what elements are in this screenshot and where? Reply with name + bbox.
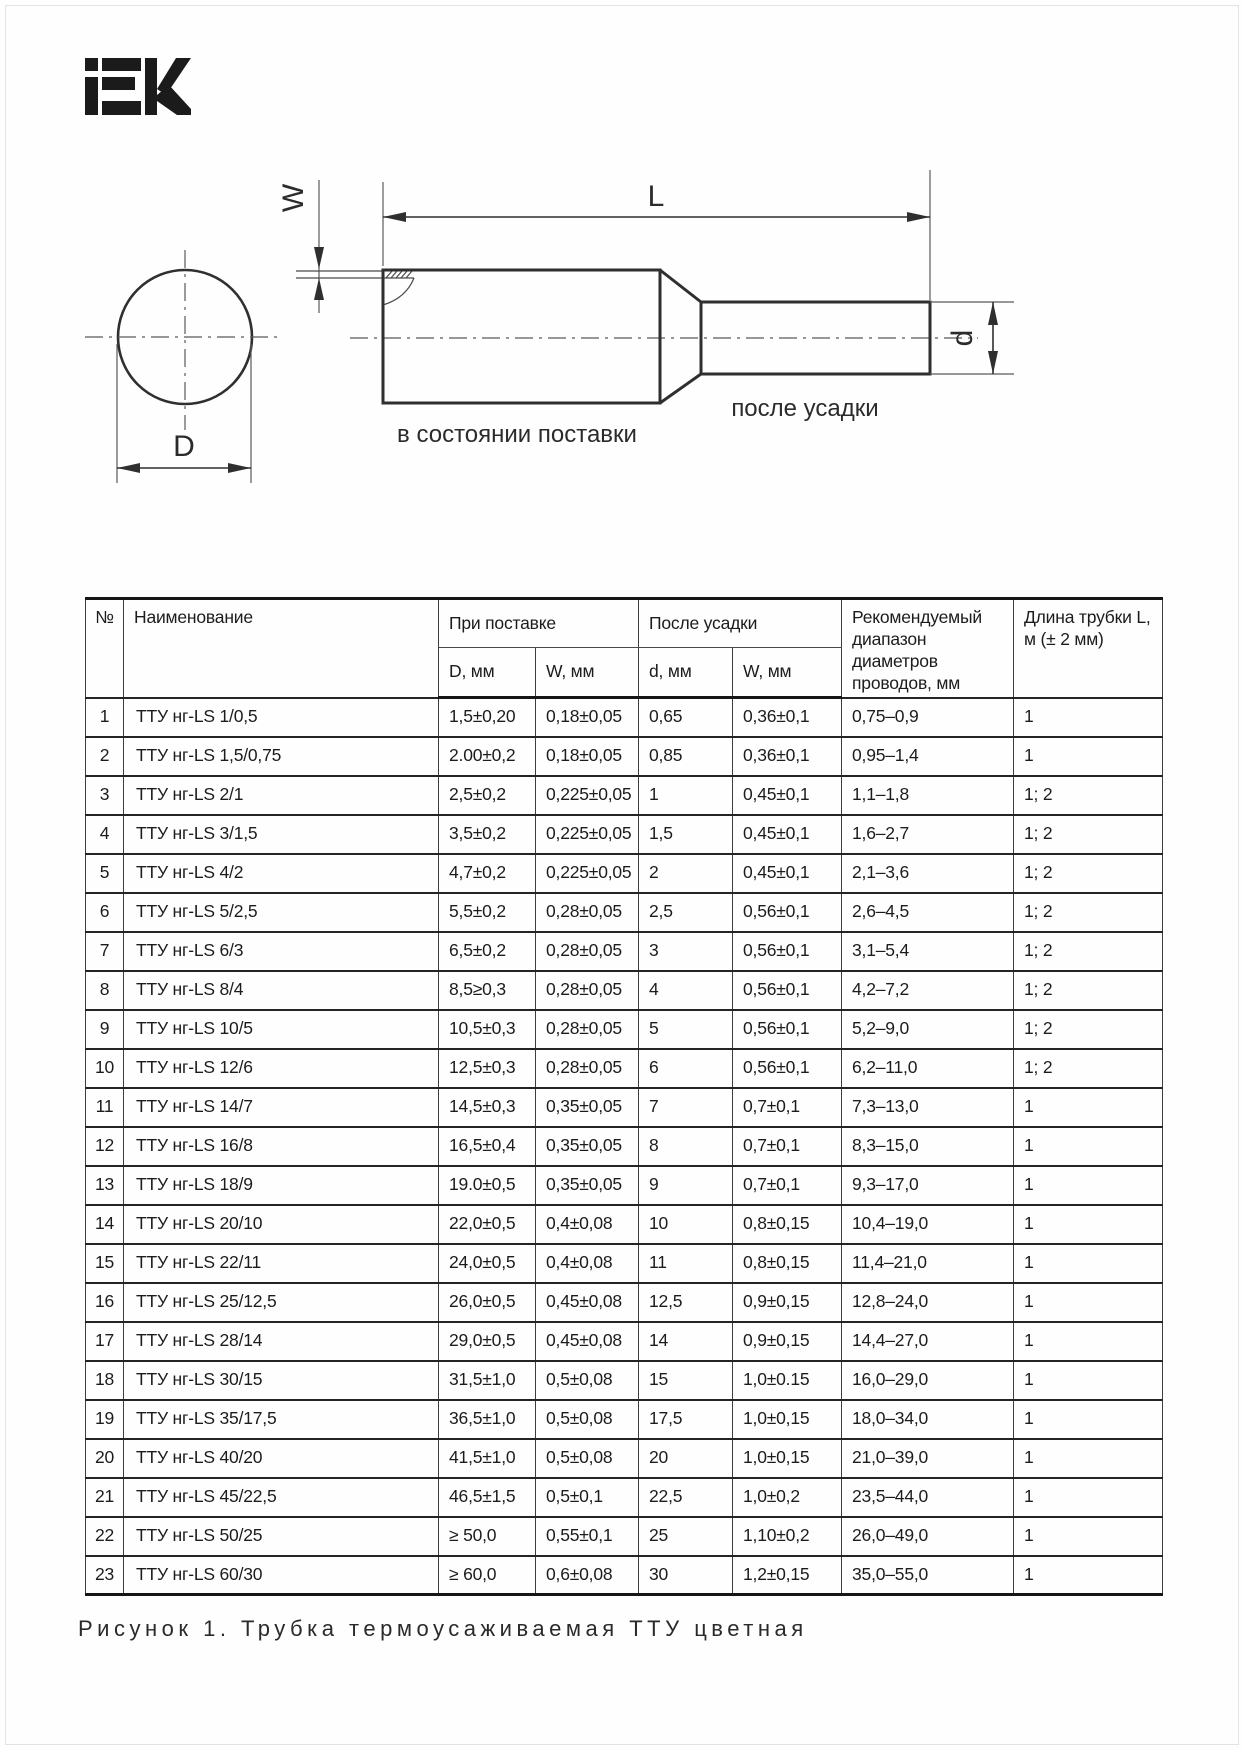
table-row bbox=[86, 1049, 1163, 1088]
table-row bbox=[86, 1556, 1163, 1595]
cell-d-supply: 5,5±0,2 bbox=[439, 893, 536, 932]
cell-name: ТТУ нг-LS 5/2,5 bbox=[124, 893, 439, 932]
cell-range: 26,0–49,0 bbox=[842, 1517, 1014, 1556]
cell-d-shrink: 4 bbox=[639, 971, 733, 1010]
cell-range: 4,2–7,2 bbox=[842, 971, 1014, 1010]
cell-d-supply: 2.00±0,2 bbox=[439, 737, 536, 776]
cell-w-supply: 0,35±0,05 bbox=[536, 1088, 639, 1127]
cell-d-shrink: 5 bbox=[639, 1010, 733, 1049]
cell-w-supply: 0,5±0,08 bbox=[536, 1400, 639, 1439]
cell-w-supply: 0,28±0,05 bbox=[536, 1049, 639, 1088]
technical-drawing bbox=[0, 0, 1244, 540]
cell-name: ТТУ нг-LS 12/6 bbox=[124, 1049, 439, 1088]
cell-number: 11 bbox=[86, 1088, 124, 1127]
cell-range: 8,3–15,0 bbox=[842, 1127, 1014, 1166]
cell-d-supply: 3,5±0,2 bbox=[439, 815, 536, 854]
cell-d-shrink: 2,5 bbox=[639, 893, 733, 932]
cell-length: 1 bbox=[1014, 1556, 1163, 1595]
cell-w-shrink: 0,8±0,15 bbox=[733, 1244, 842, 1283]
cell-name: ТТУ нг-LS 20/10 bbox=[124, 1205, 439, 1244]
cell-w-shrink: 0,7±0,1 bbox=[733, 1127, 842, 1166]
cell-number: 3 bbox=[86, 776, 124, 815]
cell-range: 11,4–21,0 bbox=[842, 1244, 1014, 1283]
cell-w-supply: 0,28±0,05 bbox=[536, 971, 639, 1010]
cell-range: 18,0–34,0 bbox=[842, 1400, 1014, 1439]
cell-length: 1; 2 bbox=[1014, 1010, 1163, 1049]
table-row bbox=[86, 815, 1163, 854]
cell-length: 1 bbox=[1014, 1283, 1163, 1322]
wall-strip bbox=[296, 271, 414, 305]
cell-w-shrink: 0,36±0,1 bbox=[733, 698, 842, 737]
cell-d-supply: 6,5±0,2 bbox=[439, 932, 536, 971]
cell-w-supply: 0,45±0,08 bbox=[536, 1322, 639, 1361]
cell-length: 1; 2 bbox=[1014, 854, 1163, 893]
cell-d-supply: 36,5±1,0 bbox=[439, 1400, 536, 1439]
cell-w-shrink: 0,36±0,1 bbox=[733, 737, 842, 776]
cell-number: 7 bbox=[86, 932, 124, 971]
cell-d-supply: 29,0±0,5 bbox=[439, 1322, 536, 1361]
cell-range: 1,1–1,8 bbox=[842, 776, 1014, 815]
cell-number: 19 bbox=[86, 1400, 124, 1439]
table-row bbox=[86, 698, 1163, 737]
cell-range: 9,3–17,0 bbox=[842, 1166, 1014, 1205]
cell-length: 1; 2 bbox=[1014, 815, 1163, 854]
cell-length: 1 bbox=[1014, 1088, 1163, 1127]
cell-range: 2,6–4,5 bbox=[842, 893, 1014, 932]
cell-w-supply: 0,225±0,05 bbox=[536, 854, 639, 893]
table-row bbox=[86, 932, 1163, 971]
cell-number: 18 bbox=[86, 1361, 124, 1400]
cell-range: 2,1–3,6 bbox=[842, 854, 1014, 893]
dim-label-d: d bbox=[946, 329, 979, 347]
cell-w-shrink: 1,2±0,15 bbox=[733, 1556, 842, 1595]
cell-w-shrink: 0,56±0,1 bbox=[733, 1049, 842, 1088]
cell-d-supply: 26,0±0,5 bbox=[439, 1283, 536, 1322]
cell-d-shrink: 12,5 bbox=[639, 1283, 733, 1322]
table-row bbox=[86, 1439, 1163, 1478]
cell-d-supply: 22,0±0,5 bbox=[439, 1205, 536, 1244]
cell-w-supply: 0,4±0,08 bbox=[536, 1205, 639, 1244]
cell-w-shrink: 0,7±0,1 bbox=[733, 1088, 842, 1127]
cell-length: 1; 2 bbox=[1014, 932, 1163, 971]
cell-w-shrink: 1,0±0,2 bbox=[733, 1478, 842, 1517]
cell-length: 1; 2 bbox=[1014, 1049, 1163, 1088]
cell-w-shrink: 1,10±0,2 bbox=[733, 1517, 842, 1556]
cell-w-supply: 0,18±0,05 bbox=[536, 698, 639, 737]
cell-w-supply: 0,18±0,05 bbox=[536, 737, 639, 776]
cell-name: ТТУ нг-LS 28/14 bbox=[124, 1322, 439, 1361]
cell-name: ТТУ нг-LS 14/7 bbox=[124, 1088, 439, 1127]
cell-number: 12 bbox=[86, 1127, 124, 1166]
cell-range: 5,2–9,0 bbox=[842, 1010, 1014, 1049]
cell-w-shrink: 0,7±0,1 bbox=[733, 1166, 842, 1205]
table-row bbox=[86, 854, 1163, 893]
cell-range: 14,4–27,0 bbox=[842, 1322, 1014, 1361]
cell-name: ТТУ нг-LS 3/1,5 bbox=[124, 815, 439, 854]
cell-d-shrink: 10 bbox=[639, 1205, 733, 1244]
supply-state-label: в состоянии поставки bbox=[397, 421, 637, 448]
cell-name: ТТУ нг-LS 1,5/0,75 bbox=[124, 737, 439, 776]
cell-d-shrink: 6 bbox=[639, 1049, 733, 1088]
table-row bbox=[86, 971, 1163, 1010]
cell-w-supply: 0,28±0,05 bbox=[536, 893, 639, 932]
cell-d-supply: 19.0±0,5 bbox=[439, 1166, 536, 1205]
cell-number: 6 bbox=[86, 893, 124, 932]
cell-name: ТТУ нг-LS 22/11 bbox=[124, 1244, 439, 1283]
header-w-shrink: W, мм bbox=[733, 647, 842, 697]
cell-w-shrink: 1,0±0,15 bbox=[733, 1400, 842, 1439]
cell-range: 16,0–29,0 bbox=[842, 1361, 1014, 1400]
cell-name: ТТУ нг-LS 45/22,5 bbox=[124, 1478, 439, 1517]
cell-name: ТТУ нг-LS 18/9 bbox=[124, 1166, 439, 1205]
after-shrink-label: после усадки bbox=[731, 395, 879, 422]
cell-d-supply: 1,5±0,20 bbox=[439, 698, 536, 737]
cell-d-shrink: 2 bbox=[639, 854, 733, 893]
cell-d-shrink: 9 bbox=[639, 1166, 733, 1205]
cell-length: 1 bbox=[1014, 1400, 1163, 1439]
cell-w-supply: 0,225±0,05 bbox=[536, 815, 639, 854]
table-row bbox=[86, 1478, 1163, 1517]
cell-name: ТТУ нг-LS 50/25 bbox=[124, 1517, 439, 1556]
cell-range: 12,8–24,0 bbox=[842, 1283, 1014, 1322]
cell-d-supply: 4,7±0,2 bbox=[439, 854, 536, 893]
dim-label-L: L bbox=[647, 180, 665, 213]
cell-range: 23,5–44,0 bbox=[842, 1478, 1014, 1517]
table-row bbox=[86, 1361, 1163, 1400]
cell-length: 1 bbox=[1014, 1244, 1163, 1283]
table-row bbox=[86, 1010, 1163, 1049]
table-row bbox=[86, 737, 1163, 776]
cell-w-supply: 0,5±0,08 bbox=[536, 1439, 639, 1478]
cell-name: ТТУ нг-LS 25/12,5 bbox=[124, 1283, 439, 1322]
cell-number: 22 bbox=[86, 1517, 124, 1556]
table-row bbox=[86, 1088, 1163, 1127]
table-row bbox=[86, 1400, 1163, 1439]
cell-range: 35,0–55,0 bbox=[842, 1556, 1014, 1595]
cell-w-supply: 0,5±0,08 bbox=[536, 1361, 639, 1400]
cell-length: 1 bbox=[1014, 1361, 1163, 1400]
cell-length: 1 bbox=[1014, 1166, 1163, 1205]
cell-d-shrink: 11 bbox=[639, 1244, 733, 1283]
cell-number: 2 bbox=[86, 737, 124, 776]
cell-d-supply: ≥ 50,0 bbox=[439, 1517, 536, 1556]
cell-d-supply: 12,5±0,3 bbox=[439, 1049, 536, 1088]
table-row bbox=[86, 1244, 1163, 1283]
cell-length: 1 bbox=[1014, 1322, 1163, 1361]
cell-w-shrink: 0,8±0,15 bbox=[733, 1205, 842, 1244]
cell-length: 1; 2 bbox=[1014, 776, 1163, 815]
cell-name: ТТУ нг-LS 60/30 bbox=[124, 1556, 439, 1595]
cell-range: 1,6–2,7 bbox=[842, 815, 1014, 854]
header-length: Длина трубки L, м (± 2 мм) bbox=[1014, 599, 1163, 698]
cell-w-shrink: 0,56±0,1 bbox=[733, 932, 842, 971]
cell-w-supply: 0,35±0,05 bbox=[536, 1127, 639, 1166]
figure-caption: Рисунок 1. Трубка термоусаживаемая ТТУ цветная bbox=[78, 1616, 808, 1641]
cell-d-shrink: 20 bbox=[639, 1439, 733, 1478]
header-num: № bbox=[86, 599, 124, 698]
cell-length: 1 bbox=[1014, 1127, 1163, 1166]
table-row bbox=[86, 1517, 1163, 1556]
cell-number: 14 bbox=[86, 1205, 124, 1244]
cell-range: 3,1–5,4 bbox=[842, 932, 1014, 971]
table-row bbox=[86, 776, 1163, 815]
header-shrink-group: После усадки bbox=[639, 599, 842, 648]
cell-name: ТТУ нг-LS 30/15 bbox=[124, 1361, 439, 1400]
cell-d-shrink: 3 bbox=[639, 932, 733, 971]
cell-name: ТТУ нг-LS 35/17,5 bbox=[124, 1400, 439, 1439]
header-d-shrink: d, мм bbox=[639, 647, 733, 697]
cell-number: 15 bbox=[86, 1244, 124, 1283]
cell-d-supply: ≥ 60,0 bbox=[439, 1556, 536, 1595]
table-row bbox=[86, 1322, 1163, 1361]
cell-length: 1 bbox=[1014, 1478, 1163, 1517]
cell-d-shrink: 25 bbox=[639, 1517, 733, 1556]
cell-number: 4 bbox=[86, 815, 124, 854]
cell-w-supply: 0,35±0,05 bbox=[536, 1166, 639, 1205]
cell-d-shrink: 0,65 bbox=[639, 698, 733, 737]
table-row bbox=[86, 1127, 1163, 1166]
supply-tube-outline bbox=[383, 270, 660, 403]
table-body bbox=[86, 698, 1163, 1595]
cell-w-supply: 0,4±0,08 bbox=[536, 1244, 639, 1283]
cell-d-supply: 14,5±0,3 bbox=[439, 1088, 536, 1127]
cell-range: 10,4–19,0 bbox=[842, 1205, 1014, 1244]
cell-d-supply: 24,0±0,5 bbox=[439, 1244, 536, 1283]
cell-d-supply: 10,5±0,3 bbox=[439, 1010, 536, 1049]
cell-d-shrink: 1,5 bbox=[639, 815, 733, 854]
cell-number: 5 bbox=[86, 854, 124, 893]
cell-number: 23 bbox=[86, 1556, 124, 1595]
cell-w-shrink: 0,9±0,15 bbox=[733, 1322, 842, 1361]
cell-length: 1 bbox=[1014, 1517, 1163, 1556]
cell-d-shrink: 1 bbox=[639, 776, 733, 815]
cell-w-supply: 0,28±0,05 bbox=[536, 1010, 639, 1049]
cell-number: 17 bbox=[86, 1322, 124, 1361]
cell-d-shrink: 0,85 bbox=[639, 737, 733, 776]
table-row bbox=[86, 1283, 1163, 1322]
cell-length: 1 bbox=[1014, 698, 1163, 737]
table-row bbox=[86, 893, 1163, 932]
cell-d-supply: 8,5≥0,3 bbox=[439, 971, 536, 1010]
cell-name: ТТУ нг-LS 10/5 bbox=[124, 1010, 439, 1049]
cell-name: ТТУ нг-LS 8/4 bbox=[124, 971, 439, 1010]
header-d-supply: D, мм bbox=[439, 647, 536, 697]
cell-number: 16 bbox=[86, 1283, 124, 1322]
cell-number: 20 bbox=[86, 1439, 124, 1478]
header-name: Наименование bbox=[124, 599, 439, 698]
cell-w-shrink: 1,0±0,15 bbox=[733, 1439, 842, 1478]
cell-range: 7,3–13,0 bbox=[842, 1088, 1014, 1127]
cell-d-supply: 46,5±1,5 bbox=[439, 1478, 536, 1517]
cell-w-shrink: 0,45±0,1 bbox=[733, 776, 842, 815]
cell-w-shrink: 0,56±0,1 bbox=[733, 1010, 842, 1049]
cell-name: ТТУ нг-LS 16/8 bbox=[124, 1127, 439, 1166]
cell-range: 0,75–0,9 bbox=[842, 698, 1014, 737]
cell-range: 0,95–1,4 bbox=[842, 737, 1014, 776]
cell-d-shrink: 15 bbox=[639, 1361, 733, 1400]
taper-lines bbox=[660, 270, 701, 403]
cell-d-supply: 2,5±0,2 bbox=[439, 776, 536, 815]
cell-number: 13 bbox=[86, 1166, 124, 1205]
cell-d-shrink: 8 bbox=[639, 1127, 733, 1166]
cell-length: 1; 2 bbox=[1014, 893, 1163, 932]
cell-length: 1 bbox=[1014, 737, 1163, 776]
header-range: Рекомендуемый диапазон диаметров проводов, мм bbox=[842, 599, 1014, 698]
cell-number: 1 bbox=[86, 698, 124, 737]
cell-range: 21,0–39,0 bbox=[842, 1439, 1014, 1478]
cell-length: 1 bbox=[1014, 1205, 1163, 1244]
cell-range: 6,2–11,0 bbox=[842, 1049, 1014, 1088]
cell-name: ТТУ нг-LS 40/20 bbox=[124, 1439, 439, 1478]
cell-w-shrink: 0,56±0,1 bbox=[733, 893, 842, 932]
cell-w-shrink: 0,45±0,1 bbox=[733, 854, 842, 893]
cell-length: 1 bbox=[1014, 1439, 1163, 1478]
header-supply-group: При поставке bbox=[439, 599, 639, 648]
cell-d-supply: 31,5±1,0 bbox=[439, 1361, 536, 1400]
cell-w-shrink: 0,45±0,1 bbox=[733, 815, 842, 854]
cell-w-supply: 0,55±0,1 bbox=[536, 1517, 639, 1556]
cell-d-shrink: 22,5 bbox=[639, 1478, 733, 1517]
cell-d-shrink: 14 bbox=[639, 1322, 733, 1361]
cell-w-supply: 0,28±0,05 bbox=[536, 932, 639, 971]
header-w-supply: W, мм bbox=[536, 647, 639, 697]
dim-label-W: W bbox=[277, 183, 310, 213]
cell-name: ТТУ нг-LS 6/3 bbox=[124, 932, 439, 971]
cell-number: 8 bbox=[86, 971, 124, 1010]
cell-w-supply: 0,6±0,08 bbox=[536, 1556, 639, 1595]
cell-d-supply: 16,5±0,4 bbox=[439, 1127, 536, 1166]
cell-number: 10 bbox=[86, 1049, 124, 1088]
cell-name: ТТУ нг-LS 1/0,5 bbox=[124, 698, 439, 737]
cell-w-supply: 0,225±0,05 bbox=[536, 776, 639, 815]
cell-number: 21 bbox=[86, 1478, 124, 1517]
cell-number: 9 bbox=[86, 1010, 124, 1049]
cell-name: ТТУ нг-LS 4/2 bbox=[124, 854, 439, 893]
dim-label-D: D bbox=[173, 430, 195, 463]
cell-w-supply: 0,45±0,08 bbox=[536, 1283, 639, 1322]
table-row bbox=[86, 1205, 1163, 1244]
cell-d-shrink: 30 bbox=[639, 1556, 733, 1595]
cell-d-shrink: 17,5 bbox=[639, 1400, 733, 1439]
cell-d-shrink: 7 bbox=[639, 1088, 733, 1127]
cell-length: 1; 2 bbox=[1014, 971, 1163, 1010]
cell-w-shrink: 0,9±0,15 bbox=[733, 1283, 842, 1322]
cell-w-shrink: 1,0±0.15 bbox=[733, 1361, 842, 1400]
cell-d-supply: 41,5±1,0 bbox=[439, 1439, 536, 1478]
cell-w-supply: 0,5±0,1 bbox=[536, 1478, 639, 1517]
spec-table bbox=[85, 597, 1163, 1596]
cell-name: ТТУ нг-LS 2/1 bbox=[124, 776, 439, 815]
cell-w-shrink: 0,56±0,1 bbox=[733, 971, 842, 1010]
table-row bbox=[86, 1166, 1163, 1205]
